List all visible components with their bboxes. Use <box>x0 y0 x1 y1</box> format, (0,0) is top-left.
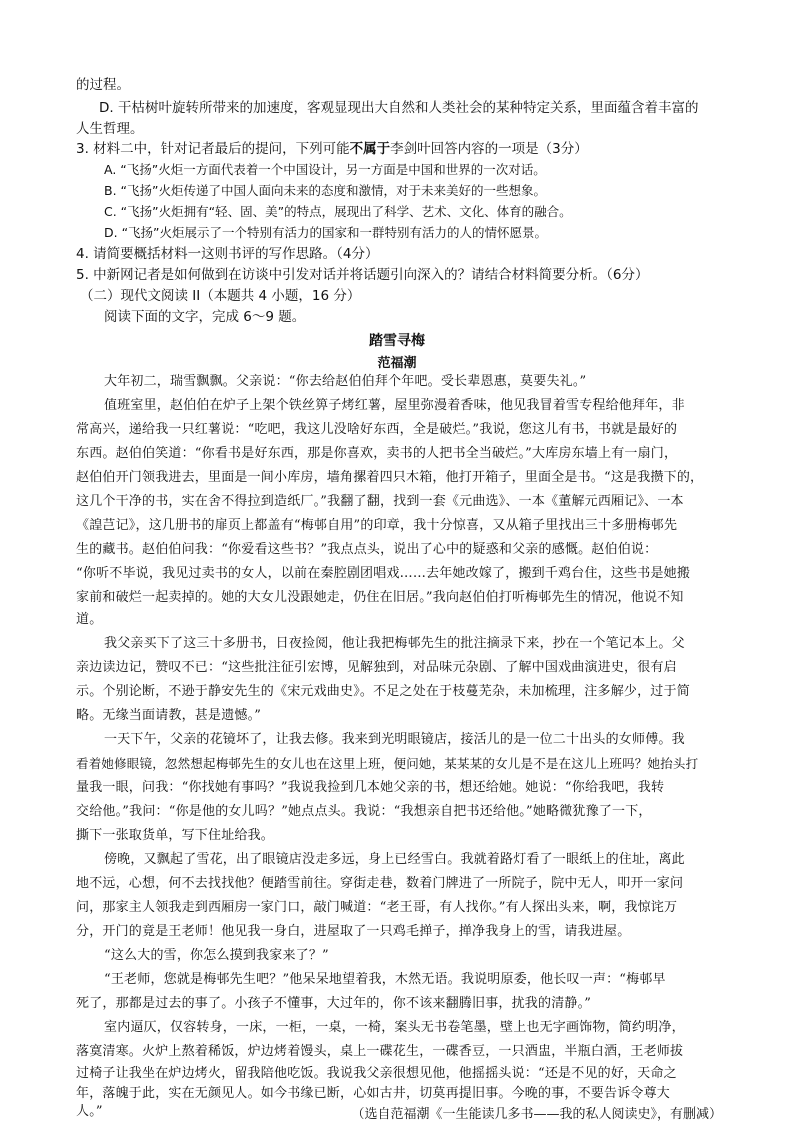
story-line: 大年初二，瑞雪飘飘。父亲说：“你去给赵伯伯拜个年吧。受长辈恩惠，莫要失礼。” <box>104 374 587 389</box>
question-3-option-d: D. “飞扬”火炬展示了一个特别有活力的国家和一群特别有活力的人的情怀愿景。 <box>104 225 548 240</box>
story-line: 这几个干净的书，实在舍不得拉到造纸厂。”我翻了翻，找到一套《元曲选》、一本《董解元西厢记》、一本 <box>76 494 684 509</box>
story-line: 量我一眼，问我：“你找她有事吗？”我说我捡到几本她父亲的书，想还给她。她说：“你给我吧，我转 <box>76 780 665 795</box>
story-line: 分，开门的竟是王老师！他见我一身白，进屋取了一只鸡毛掸子，掸净我身上的雪，请我进屋。 <box>76 924 631 939</box>
story-line: 问，那家主人领我走到西厢房一家门口，敲门喊道：“老王哥，有人找你。”有人探出头来，啊，我惊诧万 <box>76 900 678 915</box>
story-line: 傍晚，又飘起了雪花，出了眼镜店没走多远，身上已经雪白。我就着路灯看了一眼纸上的住址，离此 <box>104 852 685 867</box>
story-line: 示。个别论断，不逊于静安先生的《宋元戏曲史》。不足之处在于枝蔓芜杂，未加梳理，注多解少，过于简 <box>76 684 690 699</box>
question-3-stem-emphasis: 不属于 <box>349 141 391 157</box>
story-line: 亲边读边记，赞叹不已：“这些批注征引宏博，见解独到，对品味元杂剧、了解中国戏曲演进史，很有启 <box>76 660 677 675</box>
question-3-option-a: A. “飞扬”火炬一方面代表着一个中国设计，另一方面是中国和世界的一次对话。 <box>104 162 546 177</box>
story-line: 道。 <box>76 612 103 627</box>
story-line: 赵伯伯开门领我进去，里面是一间小库房，墙角摞着四只木箱，他打开箱子，里面全是书。“这是我攒下的， <box>76 470 704 485</box>
story-line: “王老师，您就是梅邨先生吧？”他呆呆地望着我，木然无语。我说明原委，他长叹一声：“梅邨早 <box>104 972 666 987</box>
question-3-stem-post: 李剑叶回答内容的一项是（3分） <box>390 141 588 157</box>
question-3-option-c: C. “飞扬”火炬拥有“轻、固、美”的特点，展现出了科学、艺术、文化、体育的融合。 <box>104 204 572 219</box>
story-line: 生的藏书。赵伯伯问我：“你爱看这些书？”我点点头，说出了心中的疑惑和父亲的感慨。赵伯伯说： <box>76 542 658 557</box>
story-line: 家前和破烂一起卖掉的。她的大女儿没跟她走，仍住在旧居。”我向赵伯伯打听梅邨先生的情况，他说不知 <box>76 590 684 605</box>
story-title: 踏雪寻梅 <box>369 333 425 349</box>
continued-text: 的过程。 <box>76 77 130 93</box>
story-line: 看着她修眼镜，忽然想起梅邨先生的女儿也在这里上班，便问她，某某某的女儿是不是在这儿上班吗？她抬头打 <box>76 756 699 771</box>
story-line: 年，落魄于此，实在无颜见人。如今书缘已断，心如古井，切莫再提旧事。今晚的事，不要告诉令尊大 <box>76 1086 671 1101</box>
story-line: 过椅子让我坐在炉边烤火，留我陪他吃饭。我说我父亲很想见他，他摇摇头说：“还是不见的好，天命之 <box>76 1066 677 1081</box>
option-d-line-2: 人生哲理。 <box>76 121 144 137</box>
section-heading: （二）现代文阅读 II（本题共 4 小题，16 分） <box>80 288 361 304</box>
story-line: “你听不毕说，我见过卖书的女人，以前在秦腔剧团唱戏……去年她改嫁了，搬到千鸡台住，这些书是她搬 <box>76 566 691 581</box>
story-author: 范福潮 <box>377 356 417 371</box>
story-line: 死了，那都是过去的事了。小孩子不懂事，大过年的，你不该来翻腾旧事，扰我的清静。” <box>76 996 592 1011</box>
story-source: （选自范福潮《一生能读几多书——我的私人阅读史》，有删减） <box>351 1107 722 1122</box>
question-4: 4. 请简要概括材料一这则书评的写作思路。（4分） <box>76 246 379 262</box>
story-line: “这么大的雪，你怎么摸到我家来了？” <box>104 948 329 963</box>
story-line: 人。” <box>76 1104 103 1119</box>
story-line: 落寞清寒。火炉上熬着稀饭，炉边烤着馒头，桌上一碟花生，一碟香豆，一只酒盅，半瓶白酒，王老师拔 <box>76 1044 684 1059</box>
story-line: 一天下午，父亲的花镜坏了，让我去修。我来到光明眼镜店，接活儿的是一位二十出头的女师傅。我 <box>104 732 685 747</box>
story-line: 撕下一张取货单，写下住址给我。 <box>76 828 275 843</box>
story-line: 地不远，心想，何不去找找他？便踏雪前往。穿街走巷，数着门牌进了一所院子，院中无人，叩开一家问 <box>76 876 684 891</box>
story-line: 交给他。”我问：“你是他的女儿吗？”她点点头。我说：“我想亲自把书还给他。”她略微犹豫了一下， <box>76 804 652 819</box>
question-3-stem-pre: 3. 材料二中，针对记者最后的提问，下列可能 <box>76 141 350 157</box>
question-3-stem <box>76 139 588 159</box>
question-3-option-b: B. “飞扬”火炬传递了中国人面向未来的态度和激情，对于未来美好的一些想象。 <box>104 183 546 198</box>
story-line: 略。无缘当面请教，甚是遗憾。” <box>76 708 262 723</box>
story-line: 室内逼仄，仅容转身，一床，一柜，一桌，一椅，案头无书卷笔墨，壁上也无字画饰物，简约明净， <box>104 1020 685 1035</box>
question-5: 5. 中新网记者是如何做到在访谈中引发对话并将话题引向深入的？请结合材料简要分析。（6分） <box>76 267 649 283</box>
story-line: 值班室里，赵伯伯在炉子上架个铁丝箅子烤红薯，屋里弥漫着香味，他见我冒着雪专程给他拜年，非 <box>104 398 685 413</box>
story-line: 东西。赵伯伯笑道：“你看书是好东西，那是你喜欢，卖书的人把书全当破烂。”大库房东墙上有一扇门， <box>76 446 678 461</box>
story-line: 我父亲买下了这三十多册书，日夜捡阅，他让我把梅邨先生的批注摘录下来，抄在一个笔记本上。父 <box>104 636 685 651</box>
section-instruction: 阅读下面的文字，完成 6～9 题。 <box>104 309 306 325</box>
story-line: 常高兴，递给我一只红薯说：“吃吧，我这儿没啥好东西，全是破烂。”我说，您这儿有书，书就是最好的 <box>76 422 678 437</box>
story-line: 《諻芑记》，这几册书的扉页上都盖有“梅邨自用”的印章，我十分惊喜，又从箱子里找出三十多册梅邨先 <box>76 518 678 533</box>
option-d-line-1: D. 干枯树叶旋转所带来的加速度，客观显现出大自然和人类社会的某种特定关系，里面蕴含着丰富的 <box>99 100 699 116</box>
